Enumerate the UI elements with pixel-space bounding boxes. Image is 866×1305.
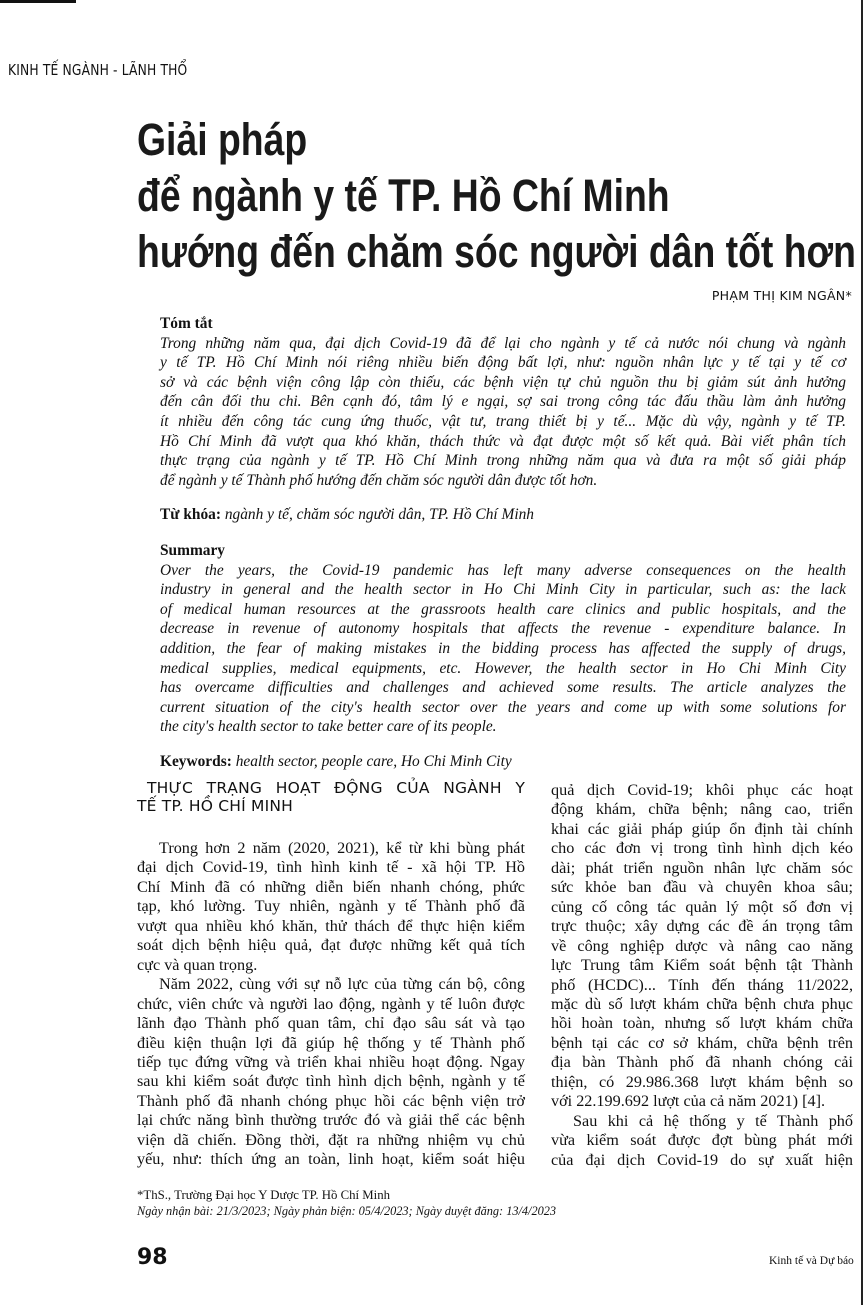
page-number: 98 bbox=[137, 1245, 168, 1270]
text-line: cực và quan trọng. bbox=[137, 955, 258, 974]
text-line: phố (HCDC)... Tính đến tháng 11/2022, bbox=[551, 975, 853, 994]
text-line: Năm 2022, cùng với sự nỗ lực của từng cán bộ, công bbox=[159, 975, 525, 994]
text-line: quả dịch Covid-19; khôi phục các hoạt bbox=[551, 781, 853, 799]
text-line: để ngành y tế Thành phố hướng đến chăm sóc người dân được tốt hơn. bbox=[160, 471, 598, 489]
keywords-text: ngành y tế, chăm sóc người dân, TP. Hồ Chí Minh bbox=[224, 506, 535, 524]
text-line: medical supplies, medical equipments, etc. However, the health sector in Ho Chi Minh City bbox=[160, 659, 846, 677]
abstract-english bbox=[160, 541, 846, 772]
text-line: vượt qua nhiều khó khăn, thử thách để thực hiện kiểm bbox=[137, 916, 525, 935]
section-tag: KINH TẾ NGÀNH - LÃNH THỔ bbox=[8, 61, 188, 79]
text-line: soát dịch bệnh hiệu quả, đạt được những kết quả tích bbox=[137, 936, 525, 955]
keywords-label: Keywords: bbox=[160, 752, 232, 770]
text-line: decrease in revenue of autonomy hospitals that affects the revenue - expenditure balance. In bbox=[160, 620, 846, 638]
text-line: về công nghiệp dược và nâng cao năng bbox=[551, 936, 853, 955]
text-line: y tế TP. Hồ Chí Minh nói riêng nhiều biến động bất lợi, như: nguồn nhân lực y tế tại y tế cơ bbox=[160, 354, 846, 372]
top-rule bbox=[0, 0, 76, 3]
keywords-vi bbox=[160, 505, 846, 525]
text-line: đến cân đối thu chi. Bên cạnh đó, tâm lý e ngại, sợ sai trong công tác đấu thầu làm ảnh hưởng bbox=[160, 393, 846, 411]
text-line: sau khi kiểm soát được tình hình dịch bệnh, ngành y tế bbox=[137, 1072, 525, 1091]
title-line: để ngành y tế TP. Hồ Chí Minh bbox=[137, 170, 670, 221]
text-line: has overcame difficulties and challenges and achieved some results. The article analyzes the bbox=[160, 679, 846, 697]
text-line: điều kiện thuận lợi đã giúp hệ thống y tế Thành phố bbox=[137, 1033, 525, 1052]
text-line: với 22.199.692 lượt của cả năm 2021) [4]. bbox=[551, 1092, 826, 1111]
page-edge-line bbox=[861, 0, 863, 1305]
text-line: mặc dù số lượt khám chữa bệnh chưa phục bbox=[551, 994, 853, 1013]
text-line: hồi hoàn toàn, nhưng số lượt khám chữa bbox=[551, 1014, 853, 1033]
text-line: lực Trung tâm Kiểm soát bệnh tật Thành bbox=[551, 956, 853, 975]
section-heading-line: TẾ TP. HỒ CHÍ MINH bbox=[137, 797, 293, 815]
text-line: Sau khi cả hệ thống y tế Thành phố bbox=[573, 1111, 853, 1130]
text-line: thực trạng của ngành y tế TP. Hồ Chí Minh trong những năm qua và đưa ra một số giải pháp bbox=[160, 452, 846, 470]
text-line: chức, viên chức và người lao động, ngành y tế luôn được bbox=[137, 994, 525, 1013]
title-line: hướng đến chăm sóc người dân tốt hơn bbox=[137, 226, 856, 277]
text-line: khai các giải pháp giúp ổn định tài chính bbox=[551, 819, 853, 838]
text-line: Chí Minh đã có những diễn biến nhanh chóng, phức bbox=[137, 877, 525, 896]
abstract-body bbox=[160, 334, 846, 491]
text-line: trực thuộc; xây dựng các đề án trọng tâm bbox=[551, 917, 853, 936]
text-line: viện dã chiến. Đồng thời, đặt ra những nhiệm vụ chủ bbox=[137, 1130, 525, 1149]
text-line: the city's health sector to take better care of its people. bbox=[160, 718, 497, 736]
author-name: PHẠM THỊ KIM NGÂN* bbox=[711, 288, 852, 303]
text-line: Trong những năm qua, đại dịch Covid-19 đã để lại cho ngành y tế cả nước nói chung và ngành bbox=[160, 334, 846, 352]
text-line: lãnh đạo Thành phố quan tâm, chỉ đạo sâu sát và tạo bbox=[137, 1014, 525, 1033]
section-heading-line: THỰC TRẠNG HOẠT ĐỘNG CỦA NGÀNH Y bbox=[147, 779, 525, 797]
text-line: vừa kiểm soát được đợt bùng phát mới bbox=[551, 1131, 853, 1150]
text-line: sở và các bệnh viện công lập còn thiếu, các bệnh viện tự chủ nguồn thu bị giảm sút ảnh hưởng bbox=[160, 373, 846, 391]
footnote-dates: Ngày nhận bài: 21/3/2023; Ngày phản biện: 05/4/2023; Ngày duyệt đăng: 13/4/2023 bbox=[137, 1204, 557, 1218]
text-line: đại dịch Covid-19, tình hình kinh tế - xã hội TP. Hồ bbox=[137, 858, 525, 877]
title-line: Giải pháp bbox=[137, 114, 308, 165]
text-line: động khám, chữa bệnh; nâng cao, triển bbox=[551, 800, 853, 819]
footnote-affiliation: *ThS., Trường Đại học Y Dược TP. Hồ Chí Minh bbox=[137, 1188, 391, 1202]
body-column-left bbox=[137, 839, 525, 1170]
keywords-text: health sector, people care, Ho Chi Minh City bbox=[235, 752, 512, 770]
text-line: Over the years, the Covid-19 pandemic has left many adverse consequences on the health bbox=[160, 561, 846, 579]
summary-heading: Summary bbox=[160, 542, 225, 559]
text-line: của đại dịch Covid-19 do sự xuất hiện bbox=[551, 1150, 853, 1169]
text-line: yếu, như: thích ứng an toàn, linh hoạt, kiểm soát hiệu bbox=[137, 1150, 525, 1169]
text-line: tiếp tục đứng vững và triển khai nhiều hoạt động. Ngay bbox=[137, 1052, 525, 1071]
abstract-vietnamese bbox=[160, 314, 846, 525]
text-line: sức khỏe ban đầu và chuyên khoa sâu; bbox=[551, 878, 853, 897]
text-line: current situation of the city's health sector over the years and come up with some solutions for bbox=[160, 698, 846, 716]
text-line: Hồ Chí Minh đã vượt qua khó khăn, thách thức và đạt được một số kết quả. Bài viết phân tích bbox=[160, 432, 846, 450]
text-line: củng cố công tác quản lý một số đơn vị bbox=[551, 897, 853, 916]
text-line: cho các đơn vị trong tình hình dịch kéo bbox=[551, 839, 853, 858]
text-line: Thành phố đã nhanh chóng phục hồi các bệnh viện trở bbox=[137, 1091, 525, 1110]
text-line: thiện, có 29.986.368 lượt khám bệnh so bbox=[551, 1072, 853, 1091]
text-line: lại chức năng bình thường trước đó và giải thể các bệnh bbox=[137, 1111, 525, 1130]
keywords-en bbox=[160, 752, 846, 772]
keywords-label: Từ khóa: bbox=[160, 506, 221, 524]
text-line: of medical human resources at the grassroots health care clinics and public hospitals, and the bbox=[160, 600, 846, 618]
body-column-right bbox=[551, 781, 853, 1170]
text-line: địa bàn Thành phố đã nhanh chóng cải bbox=[551, 1053, 853, 1072]
text-line: addition, the fear of making mistakes in the bidding process has affected the supply of drugs, bbox=[160, 639, 846, 657]
text-line: ít nhiều đến công tác cung ứng thuốc, vật tư, trang thiết bị y tế... Mặc dù vậy, ngành y tế TP. bbox=[160, 412, 846, 430]
text-line: industry in general and the health sector in Ho Chi Minh City in particular, such as: the lack bbox=[160, 581, 846, 599]
text-line: tạp, khó lường. Tuy nhiên, ngành y tế Thành phố đã bbox=[137, 897, 525, 916]
text-line: dài; phát triển nguồn nhân lực chăm sóc bbox=[551, 858, 853, 877]
section-heading bbox=[137, 779, 525, 815]
article-title bbox=[137, 112, 856, 280]
summary-body bbox=[160, 561, 846, 737]
abstract-heading: Tóm tắt bbox=[160, 315, 213, 332]
text-line: bệnh tại các cơ sở khám, chữa bệnh trên bbox=[551, 1033, 853, 1052]
text-line: Trong hơn 2 năm (2020, 2021), kể từ khi bùng phát bbox=[159, 839, 525, 857]
journal-name: Kinh tế và Dự báo bbox=[769, 1255, 854, 1267]
